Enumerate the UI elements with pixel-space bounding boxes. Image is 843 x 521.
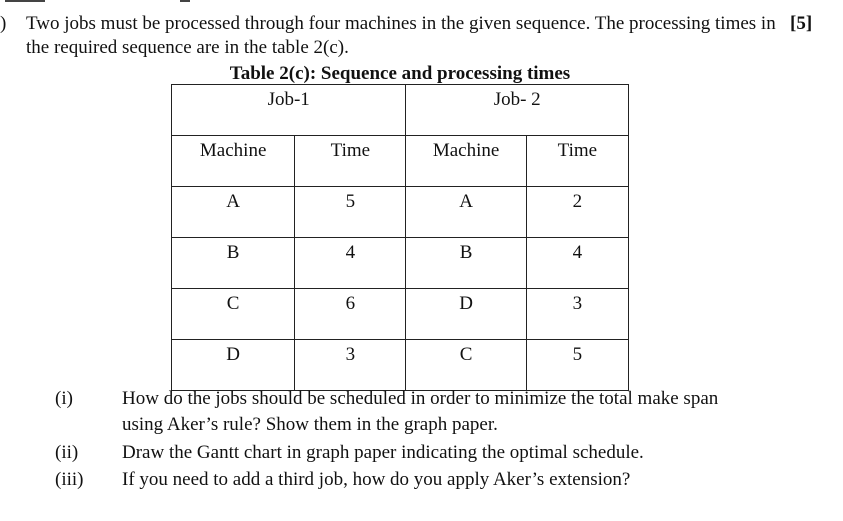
- table-cell: A: [172, 187, 295, 238]
- table-row: [172, 187, 629, 238]
- table-column-header-row: [172, 136, 629, 187]
- table-row: [172, 289, 629, 340]
- subquestion-number: (ii): [55, 442, 79, 463]
- table-cell: 3: [526, 289, 628, 340]
- cropped-previous-line: [0, 0, 843, 4]
- table-group-header-row: [172, 85, 629, 136]
- cropped-text-fragment: [5, 0, 45, 2]
- processing-times-table: [171, 84, 629, 391]
- table-cell: 3: [295, 340, 406, 391]
- table-cell: 4: [526, 238, 628, 289]
- subquestion-text: Draw the Gantt chart in graph paper indicating the optimal schedule.: [122, 442, 644, 463]
- table-cell: C: [406, 340, 526, 391]
- question-marks: [5]: [790, 13, 813, 34]
- table-cell: C: [172, 289, 295, 340]
- table-row: [172, 238, 629, 289]
- subquestion-text: If you need to add a third job, how do you apply Aker’s extension?: [122, 469, 631, 490]
- column-header: Machine: [406, 136, 526, 187]
- table-cell: A: [406, 187, 526, 238]
- question-marker: ): [0, 13, 7, 34]
- job2-header: Job- 2: [406, 85, 629, 136]
- table-cell: B: [406, 238, 526, 289]
- subquestion-number: (iii): [55, 469, 84, 490]
- table-cell: 5: [526, 340, 628, 391]
- subquestion-text: How do the jobs should be scheduled in order to minimize the total make span using Aker’s rule? Show them in the graph paper.: [122, 388, 719, 435]
- job1-header: Job-1: [172, 85, 406, 136]
- table-caption: Table 2(c): Sequence and processing times: [229, 63, 571, 84]
- subquestion-number: (i): [55, 388, 73, 409]
- table-row: [172, 340, 629, 391]
- table-cell: D: [172, 340, 295, 391]
- table-cell: D: [406, 289, 526, 340]
- table-cell: 6: [295, 289, 406, 340]
- table-cell: 2: [526, 187, 628, 238]
- column-header: Machine: [172, 136, 295, 187]
- column-header: Time: [295, 136, 406, 187]
- table-cell: 4: [295, 238, 406, 289]
- column-header: Time: [526, 136, 628, 187]
- cropped-text-fragment: [180, 0, 190, 2]
- table-cell: 5: [295, 187, 406, 238]
- table-cell: B: [172, 238, 295, 289]
- question-intro: Two jobs must be processed through four machines in the given sequence. The processing times in the required sequence are in the table 2(c).: [26, 13, 776, 58]
